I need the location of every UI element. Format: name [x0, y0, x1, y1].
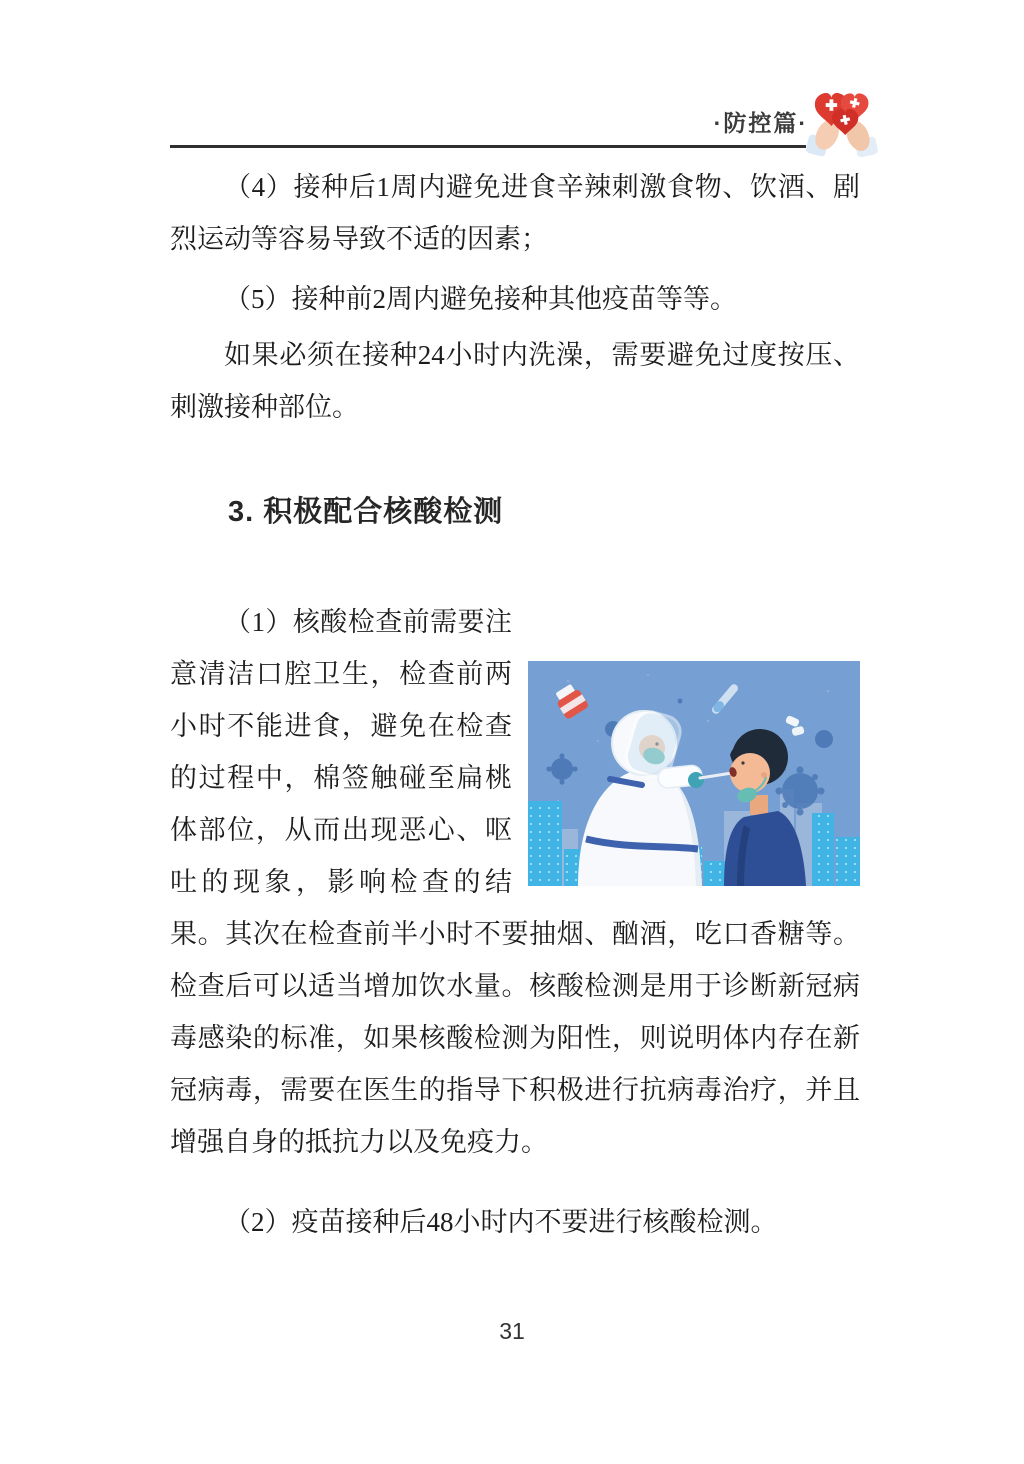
paragraph-test-1-text: （1）核酸检查前需要注意清洁口腔卫生，检查前两小时不能进食，避免在检查的过程中，棉签触碰至扁桃体部位，从而出现恶心、呕吐的现象，影响检查的结果。其次在检查前半小时不要抽烟、酗酒，吃口香糖等。检查后可以适当增加饮水量。核酸检测是用于诊断新冠病毒感染的标准，如果核酸检测为阳性，则说明体内存在新冠病毒，需要在医生的指导下积极进行抗病毒治疗，并且增强自身的抵抗力以及免疫力。 [170, 607, 860, 1157]
paragraph-test-2: （2）疫苗接种后48小时内不要进行核酸检测。 [224, 1207, 778, 1237]
header-rule [170, 145, 806, 148]
paragraph-test-1 [170, 596, 860, 1168]
paragraph-vaccine-4: （4）接种后1周内避免进食辛辣刺激食物、饮酒、剧烈运动等容易导致不适的因素； [170, 172, 860, 254]
paragraph-shower-note: 如果必须在接种24小时内洗澡，需要避免过度按压、刺激接种部位。 [170, 340, 860, 422]
swab-test-illustration [528, 661, 860, 886]
chapter-label: ·防控篇· [713, 110, 808, 136]
hearts-in-hands-icon [806, 86, 878, 158]
section-heading: 3. 积极配合核酸检测 [228, 496, 504, 528]
page-number: 31 [499, 1318, 525, 1344]
paragraph-vaccine-5: （5）接种前2周内避免接种其他疫苗等等。 [224, 284, 737, 314]
body-copy [170, 161, 860, 1248]
